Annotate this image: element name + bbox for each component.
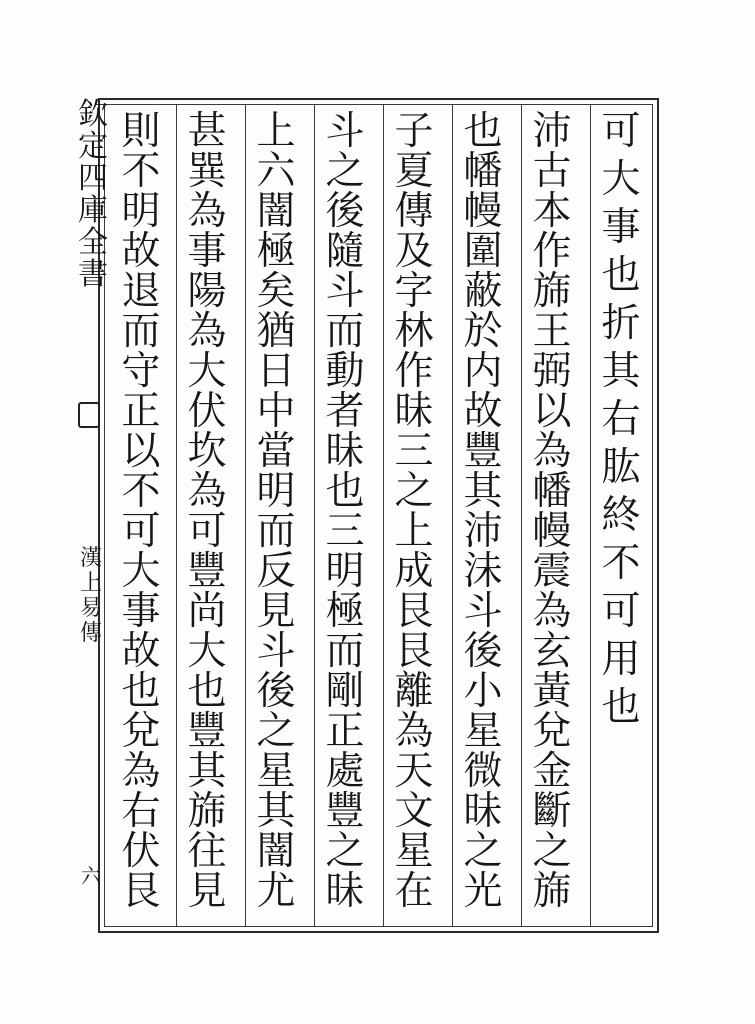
text-column-3: [452, 109, 514, 914]
character: 故: [121, 629, 161, 674]
margin-character: 定: [78, 129, 108, 164]
character: 而: [256, 509, 296, 554]
character: 後: [256, 669, 296, 714]
character: 蔽: [463, 269, 503, 314]
character: 不: [121, 469, 161, 514]
text-column-5: [314, 109, 376, 914]
character: 以: [121, 429, 161, 474]
character: 内: [463, 349, 503, 394]
character: 之: [532, 829, 572, 874]
character: 其: [256, 789, 296, 834]
character: 作: [394, 349, 434, 394]
margin-character: 易: [79, 596, 102, 621]
character: 為: [187, 309, 227, 354]
character: 極: [256, 229, 296, 274]
margin-character: 欽: [78, 97, 108, 132]
character: 為: [187, 469, 227, 514]
character: 玄: [532, 629, 572, 674]
character: 伏: [187, 389, 227, 434]
character: 見: [187, 869, 227, 914]
character: 夏: [394, 149, 434, 194]
text-column-8: [110, 109, 172, 914]
character: 可: [121, 509, 161, 554]
character: 明: [121, 189, 161, 234]
character: 豐: [463, 429, 503, 474]
character: 黃: [532, 669, 572, 714]
character: 弼: [532, 349, 572, 394]
character: 沬: [463, 549, 503, 594]
character: 退: [121, 269, 161, 314]
character: 子: [394, 109, 434, 154]
book-title: [76, 548, 106, 648]
character: 事: [121, 589, 161, 634]
character: 為: [532, 429, 572, 474]
character: 光: [463, 869, 503, 914]
character: 折: [601, 301, 641, 346]
character: 旆: [532, 869, 572, 914]
character: 星: [394, 829, 434, 874]
text-column-1: [590, 109, 652, 912]
character: 猶: [256, 309, 296, 354]
character: 以: [532, 389, 572, 434]
character: 為: [121, 749, 161, 794]
character: 其: [187, 749, 227, 794]
character: 成: [394, 549, 434, 594]
character: 極: [325, 589, 365, 634]
character: 巽: [187, 149, 227, 194]
character: 文: [394, 789, 434, 834]
character: 微: [463, 749, 503, 794]
character: 豐: [187, 709, 227, 754]
character: 在: [394, 869, 434, 914]
character: 正: [325, 709, 365, 754]
character: 之: [325, 149, 365, 194]
character: 圍: [463, 229, 503, 274]
character: 後: [463, 629, 503, 674]
character: 者: [325, 389, 365, 434]
character: 斗: [325, 109, 365, 154]
character: 當: [256, 429, 296, 474]
character: 剛: [325, 669, 365, 714]
character: 小: [463, 669, 503, 714]
character: 可: [601, 589, 641, 634]
character: 天: [394, 749, 434, 794]
character: 幔: [463, 189, 503, 234]
character: 之: [256, 709, 296, 754]
character: 其: [463, 469, 503, 514]
page-number: 六: [81, 864, 101, 888]
character: 字: [394, 269, 434, 314]
character: 事: [601, 205, 641, 250]
character: 兌: [532, 709, 572, 754]
character: 事: [187, 229, 227, 274]
character: 林: [394, 309, 434, 354]
character: 三: [325, 509, 365, 554]
character: 可: [601, 109, 641, 154]
character: 作: [532, 229, 572, 274]
margin-character: 庫: [78, 193, 108, 228]
character: 三: [394, 429, 434, 474]
page-margin: [72, 97, 114, 920]
character: 甚: [187, 109, 227, 154]
margin-character: 傳: [79, 621, 102, 646]
character: 而: [121, 309, 161, 354]
character: 明: [325, 549, 365, 594]
character: 也: [187, 669, 227, 714]
character: 昧: [325, 429, 365, 474]
character: 豐: [325, 789, 365, 834]
character: 艮: [121, 869, 161, 914]
character: 尤: [256, 869, 296, 914]
character: 用: [601, 637, 641, 682]
text-column-4: [383, 109, 445, 914]
character: 也: [601, 685, 641, 730]
character: 昧: [463, 789, 503, 834]
character: 矣: [256, 269, 296, 314]
fish-tail-mark: [78, 402, 100, 428]
character: 為: [187, 189, 227, 234]
character: 沛: [463, 509, 503, 554]
collection-title: [72, 97, 114, 292]
margin-character: 漢: [79, 546, 102, 571]
character: 震: [532, 549, 572, 594]
character: 昧: [394, 389, 434, 434]
character: 則: [121, 109, 161, 154]
character: 及: [394, 229, 434, 274]
character: 離: [394, 669, 434, 714]
character: 星: [463, 709, 503, 754]
margin-character: 四: [78, 161, 108, 196]
margin-character: 全: [78, 225, 108, 260]
character: 而: [325, 309, 365, 354]
character: 終: [601, 493, 641, 538]
character: 後: [325, 189, 365, 234]
character: 兌: [121, 709, 161, 754]
character: 中: [256, 389, 296, 434]
character: 幡: [463, 149, 503, 194]
character: 反: [256, 549, 296, 594]
character: 不: [121, 149, 161, 194]
character: 大: [187, 349, 227, 394]
character: 斗: [463, 589, 503, 634]
character: 昧: [325, 869, 365, 914]
character: 幔: [532, 509, 572, 554]
character: 古: [532, 149, 572, 194]
character: 日: [256, 349, 296, 394]
character: 大: [121, 549, 161, 594]
character: 斗: [325, 269, 365, 314]
character: 正: [121, 389, 161, 434]
text-column-2: [521, 109, 583, 914]
character: 也: [463, 109, 503, 154]
character: 金: [532, 749, 572, 794]
character: 動: [325, 349, 365, 394]
character: 大: [187, 629, 227, 674]
character: 為: [532, 589, 572, 634]
text-column-6: [245, 109, 307, 914]
character: 之: [325, 829, 365, 874]
character: 處: [325, 749, 365, 794]
character: 本: [532, 189, 572, 234]
character: 王: [532, 309, 572, 354]
character: 故: [463, 389, 503, 434]
character: 伏: [121, 829, 161, 874]
character: 尚: [187, 589, 227, 634]
character: 大: [601, 157, 641, 202]
character: 故: [121, 229, 161, 274]
character: 闇: [256, 829, 296, 874]
character: 旆: [187, 789, 227, 834]
character: 陽: [187, 269, 227, 314]
character: 右: [601, 397, 641, 442]
character: 也: [121, 669, 161, 714]
character: 明: [256, 469, 296, 514]
margin-character: 上: [79, 571, 102, 596]
character: 艮: [394, 589, 434, 634]
character: 沛: [532, 109, 572, 154]
character: 斷: [532, 789, 572, 834]
character: 傳: [394, 189, 434, 234]
character: 往: [187, 829, 227, 874]
character: 六: [256, 149, 296, 194]
character: 守: [121, 349, 161, 394]
character: 也: [325, 469, 365, 514]
character: 也: [601, 253, 641, 298]
character: 坎: [187, 429, 227, 474]
character: 之: [463, 829, 503, 874]
character: 上: [256, 109, 296, 154]
character: 豐: [187, 549, 227, 594]
character: 不: [601, 541, 641, 586]
character: 右: [121, 789, 161, 834]
character: 見: [256, 589, 296, 634]
character: 闇: [256, 189, 296, 234]
character: 幡: [532, 469, 572, 514]
character: 艮: [394, 629, 434, 674]
character: 上: [394, 509, 434, 554]
character: 其: [601, 349, 641, 394]
character: 之: [394, 469, 434, 514]
character: 星: [256, 749, 296, 794]
character: 於: [463, 309, 503, 354]
character: 可: [187, 509, 227, 554]
text-column-7: [176, 109, 238, 914]
character: 肱: [601, 445, 641, 490]
character: 旆: [532, 269, 572, 314]
character: 隨: [325, 229, 365, 274]
character: 斗: [256, 629, 296, 674]
margin-character: 書: [78, 257, 108, 292]
character: 而: [325, 629, 365, 674]
character: 為: [394, 709, 434, 754]
